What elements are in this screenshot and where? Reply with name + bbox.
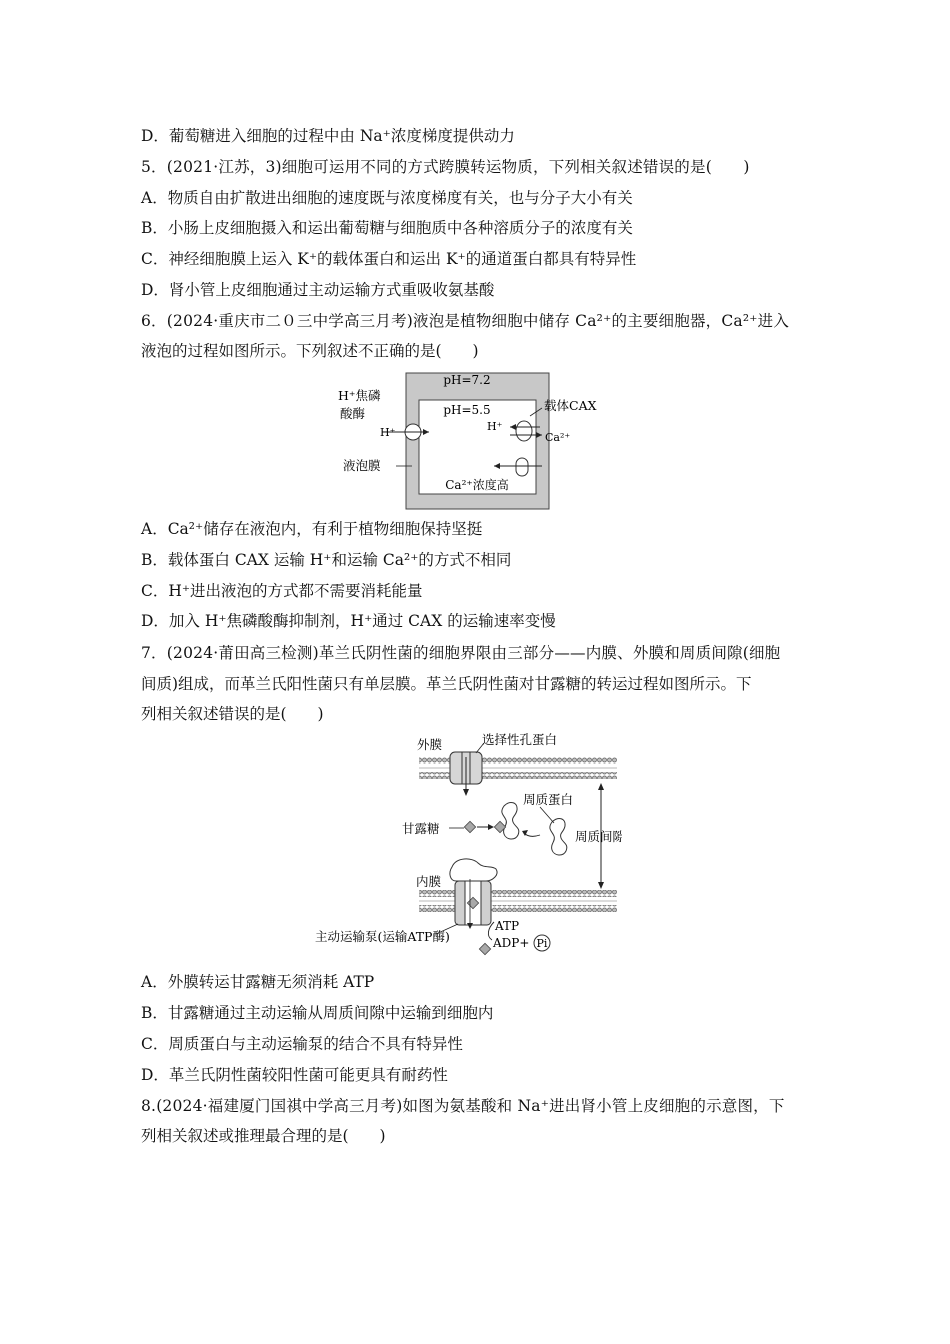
q7-stem-line2: 间质)组成，而革兰氏阳性菌只有单层膜。革兰氏阴性菌对甘露糖的转运过程如图所示。下 — [141, 675, 752, 693]
q8-stem-line2: 列相关叙述或推理最合理的是( ) — [141, 1127, 386, 1145]
q4-option-d: D．葡萄糖进入细胞的过程中由 Na⁺浓度梯度提供动力 — [141, 127, 515, 145]
q6-option-a: A．Ca²⁺储存在液泡内，有利于植物细胞保持坚挺 — [141, 520, 483, 538]
outer-membrane-bottom — [419, 772, 617, 779]
mannose-icon-4 — [479, 943, 490, 954]
q6-option-c: C．H⁺进出液泡的方式都不需要消耗能量 — [141, 582, 423, 600]
inner-membrane-bottom — [419, 905, 617, 912]
periplasm-label: 周质间隙 — [575, 829, 622, 844]
q6-stem-line1: 6．(2024·重庆市二０三中学高三月考)液泡是植物细胞中储存 Ca²⁺的主要细胞器，Ca²⁺进入 — [141, 312, 790, 330]
q5-option-a: A．物质自由扩散进出细胞的速度既与浓度梯度有关，也与分子大小有关 — [141, 189, 633, 207]
q7-option-b: B．甘露糖通过主动运输从周质间隙中运输到细胞内 — [141, 1004, 494, 1022]
cax-carrier-icon — [516, 421, 532, 441]
q8-stem-line1: 8.(2024·福建厦门国祺中学高三月考)如图为氨基酸和 Na⁺进出肾小管上皮细胞的示意图，下 — [141, 1097, 785, 1115]
bound-protein-icon — [450, 859, 497, 881]
q7-option-d: D．革兰氏阴性菌较阳性菌可能更具有耐药性 — [141, 1066, 448, 1084]
cax-label: 载体CAX — [544, 398, 597, 413]
porin-label: 选择性孔蛋白 — [482, 732, 558, 747]
outer-membrane-top — [419, 757, 617, 764]
channel-icon — [516, 458, 528, 476]
inner-membrane-label: 内膜 — [416, 874, 442, 889]
q6-stem-line2: 液泡的过程如图所示。下列叙述不正确的是( ) — [141, 342, 479, 360]
pi-label: Pi — [536, 937, 548, 950]
h-right-label: H⁺ — [487, 420, 503, 433]
gram-negative-figure — [312, 727, 622, 962]
periplasmic-protein-label: 周质蛋白 — [523, 792, 574, 807]
inner-membrane-top — [419, 890, 617, 897]
vacuole-figure — [330, 364, 630, 514]
adp-label: ADP+ — [493, 936, 530, 950]
periplasmic-protein-icon-2 — [550, 819, 567, 856]
q7-stem-line1: 7．(2024·莆田高三检测)革兰氏阴性菌的细胞界限由三部分——内膜、外膜和周质间隙(细胞 — [141, 644, 781, 662]
q5-option-c: C．神经细胞膜上运入 K⁺的载体蛋白和运出 K⁺的通道蛋白都具有特异性 — [141, 250, 637, 268]
h-left-label: H⁺ — [380, 426, 396, 439]
q7-option-c: C．周质蛋白与主动运输泵的结合不具有特异性 — [141, 1035, 463, 1053]
atp-label: ATP — [495, 919, 520, 933]
membrane-label: 液泡膜 — [343, 458, 381, 473]
q5-stem: 5．(2021·江苏，3)细胞可运用不同的方式跨膜转运物质，下列相关叙述错误的是( ) — [141, 158, 750, 176]
ph-inner-label: pH=5.5 — [443, 403, 491, 417]
periplasmic-protein-icon — [502, 803, 519, 840]
q6-option-b: B．载体蛋白 CAX 运输 H⁺和运输 Ca²⁺的方式不相同 — [141, 551, 512, 569]
mannose-label: 甘露糖 — [402, 821, 440, 836]
ph-outer-label: pH=7.2 — [443, 373, 491, 387]
mannose-icon — [464, 821, 475, 832]
ca-right-label: Ca²⁺ — [545, 431, 571, 444]
pump-label: 主动运输泵(运输ATP酶) — [315, 929, 450, 944]
pump-label-line1: H⁺焦磷 — [338, 388, 381, 403]
q7-stem-line3: 列相关叙述错误的是( ) — [141, 705, 324, 723]
q5-option-b: B．小肠上皮细胞摄入和运出葡萄糖与细胞质中各种溶质分子的浓度有关 — [141, 219, 633, 237]
q5-option-d: D．肾小管上皮细胞通过主动运输方式重吸收氨基酸 — [141, 281, 495, 299]
inner-concentration-label: Ca²⁺浓度高 — [445, 478, 509, 492]
pump-label-line2: 酸酶 — [340, 406, 366, 421]
q6-option-d: D．加入 H⁺焦磷酸酶抑制剂，H⁺通过 CAX 的运输速率变慢 — [141, 612, 556, 630]
q7-option-a: A．外膜转运甘露糖无须消耗 ATP — [141, 973, 375, 991]
outer-membrane-label: 外膜 — [417, 737, 443, 752]
